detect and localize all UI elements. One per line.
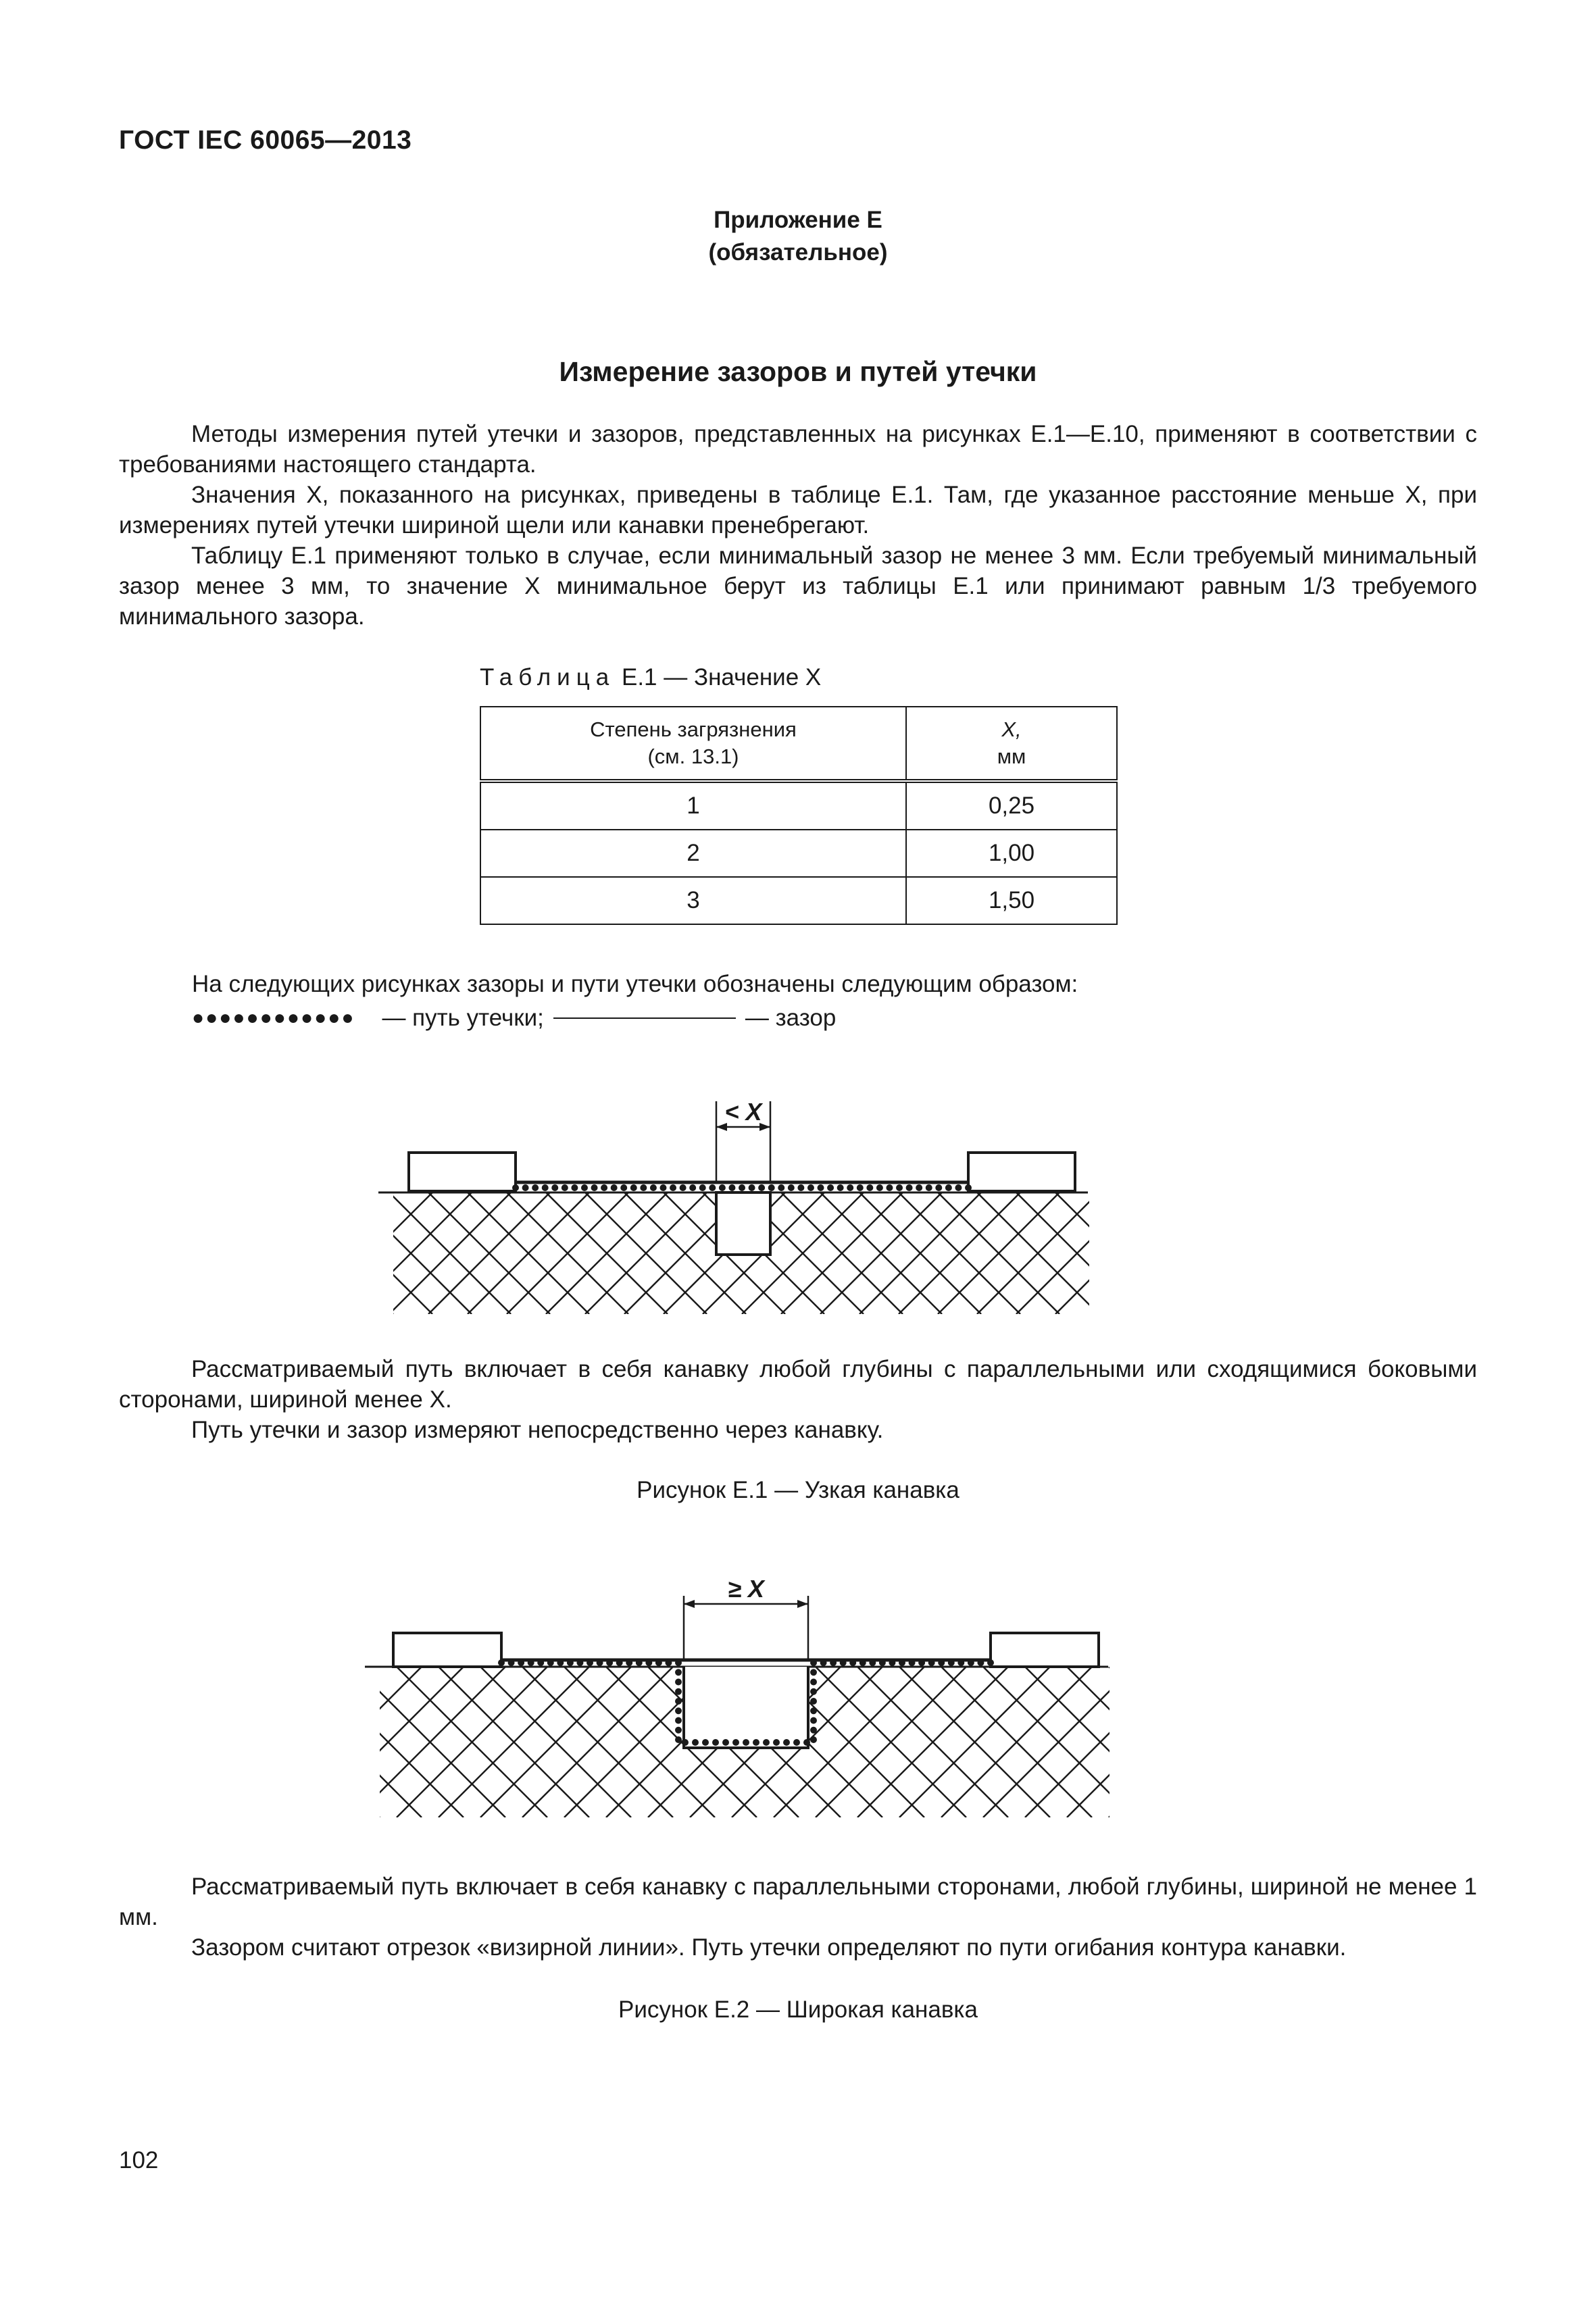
creepage-dot xyxy=(810,1669,817,1676)
creepage-dot xyxy=(859,1659,866,1666)
x-values-table xyxy=(480,706,1118,925)
cell-degree: 3 xyxy=(480,877,906,924)
annex-status: (обязательное) xyxy=(708,239,888,266)
creepage-dot xyxy=(896,1184,903,1191)
creepage-dot xyxy=(945,1184,952,1191)
creepage-dot xyxy=(606,1659,613,1666)
creepage-dot xyxy=(620,1184,627,1191)
hatch-line xyxy=(365,1667,422,1817)
creepage-dot xyxy=(699,1184,706,1191)
creepage-dot xyxy=(581,1184,588,1191)
creepage-dot xyxy=(689,1184,696,1191)
creepage-dot xyxy=(783,1739,790,1746)
right-conductor xyxy=(968,1153,1075,1191)
creepage-dot xyxy=(675,1736,682,1743)
annex-label: Приложение Е xyxy=(714,207,882,233)
creepage-dot xyxy=(810,1688,817,1695)
legend-intro: На следующих рисунках зазоры и пути утечки обозначены следующим образом: xyxy=(192,971,1078,997)
creepage-dot xyxy=(645,1659,652,1666)
creepage-dot xyxy=(820,1659,827,1666)
creepage-dot xyxy=(712,1739,719,1746)
table-caption-prefix: Таблица xyxy=(480,664,616,690)
creepage-dot xyxy=(810,1659,817,1666)
table-row xyxy=(480,781,1117,830)
creepage-dot xyxy=(906,1184,913,1191)
creepage-dot xyxy=(591,1184,598,1191)
cell-degree: 1 xyxy=(480,781,906,830)
creepage-dot xyxy=(916,1184,922,1191)
creepage-dot xyxy=(749,1184,755,1191)
creepage-dot xyxy=(768,1184,775,1191)
creepage-dot xyxy=(793,1739,800,1746)
creepage-dot xyxy=(807,1184,814,1191)
legend xyxy=(192,1003,836,1033)
table-header-row xyxy=(480,707,1117,781)
creepage-dot xyxy=(655,1659,662,1666)
hatch-line xyxy=(365,1667,505,1817)
creepage-dot xyxy=(702,1739,709,1746)
creepage-dots-symbol: ●●●●●●●●●●●● xyxy=(192,1006,355,1029)
table-row xyxy=(480,877,1117,924)
creepage-dot xyxy=(670,1184,676,1191)
creepage-dot xyxy=(926,1184,932,1191)
page-number: 102 xyxy=(119,2147,159,2173)
hatch-line xyxy=(1016,1192,1108,1314)
creepage-dot xyxy=(899,1659,905,1666)
hatch-line xyxy=(378,1192,432,1314)
intro-paragraph: Значения X, показанного на рисунках, приведены в таблице Е.1. Там, где указанное расстояние меньше X, при измерениях путей утечки шириной щели или канавки пренебрегают. xyxy=(119,482,1477,538)
creepage-dot xyxy=(557,1659,564,1666)
header-x-mm: X, мм xyxy=(906,707,1117,781)
hatch-line xyxy=(365,1667,505,1817)
creepage-dot xyxy=(758,1184,765,1191)
creepage-dot xyxy=(547,1659,554,1666)
creepage-dot xyxy=(680,1184,687,1191)
hatch-line xyxy=(365,1667,464,1817)
hatch-line xyxy=(365,1667,422,1817)
creepage-dot xyxy=(827,1184,834,1191)
creepage-dot xyxy=(886,1184,893,1191)
creepage-dot xyxy=(810,1717,817,1724)
creepage-dot xyxy=(576,1659,583,1666)
creepage-dot xyxy=(918,1659,925,1666)
cell-degree: 2 xyxy=(480,830,906,877)
figure1-notes xyxy=(119,1354,1477,1445)
clearance-line-symbol xyxy=(553,1017,736,1019)
figure-wide-groove xyxy=(365,1561,1122,1831)
groove xyxy=(716,1192,770,1255)
creepage-dot xyxy=(611,1184,618,1191)
creepage-dot xyxy=(928,1659,935,1666)
creepage-dot xyxy=(797,1184,804,1191)
hatch-line xyxy=(1025,1667,1122,1817)
creepage-dot xyxy=(675,1717,682,1724)
section-title: Измерение зазоров и путей утечки xyxy=(559,356,1037,387)
groove xyxy=(684,1667,808,1748)
creepage-dot xyxy=(728,1184,735,1191)
creepage-dot xyxy=(948,1659,955,1666)
document-header: ГОСТ IEC 60065—2013 xyxy=(119,126,412,155)
table-caption-text: Е.1 — Значение X xyxy=(621,664,822,690)
intro-paragraph: Методы измерения путей утечки и зазоров, представленных на рисунках Е.1—Е.10, применяют в соответствии с требованиями настоящего стандарта. xyxy=(119,421,1477,478)
creepage-dot xyxy=(739,1184,745,1191)
header-pollution-degree: Степень загрязнения (см. 13.1) xyxy=(480,707,906,781)
creepage-dot xyxy=(567,1659,574,1666)
hatch-line xyxy=(1025,1667,1122,1817)
creepage-dot xyxy=(665,1659,672,1666)
hatch-line xyxy=(365,1667,380,1817)
creepage-dot xyxy=(955,1184,962,1191)
creepage-dot xyxy=(810,1679,817,1686)
creepage-dot xyxy=(753,1739,759,1746)
creepage-dot xyxy=(537,1659,544,1666)
creepage-dot xyxy=(636,1659,643,1666)
creepage-dot xyxy=(847,1184,853,1191)
creepage-dot xyxy=(957,1659,964,1666)
annex-heading xyxy=(0,204,1596,269)
creepage-dot xyxy=(692,1739,699,1746)
intro-text xyxy=(119,419,1477,632)
creepage-dot xyxy=(528,1659,534,1666)
creepage-dot xyxy=(551,1184,558,1191)
creepage-dot xyxy=(810,1707,817,1714)
figure2-notes xyxy=(119,1871,1477,1963)
creepage-dot xyxy=(810,1698,817,1705)
creepage-dot xyxy=(522,1184,529,1191)
creepage-dot xyxy=(876,1184,883,1191)
creepage-dot xyxy=(512,1184,519,1191)
hatch-line xyxy=(1055,1192,1108,1314)
figure-note: Зазором считают отрезок «визирной линии». Путь утечки определяют по пути огибания контура канавки. xyxy=(191,1934,1347,1961)
arrowhead xyxy=(684,1600,695,1608)
cell-x: 1,50 xyxy=(906,877,1117,924)
creepage-dot xyxy=(675,1727,682,1734)
left-conductor xyxy=(393,1633,501,1667)
creepage-dot xyxy=(857,1184,864,1191)
hatch-line xyxy=(1095,1192,1108,1314)
creepage-dot xyxy=(498,1659,505,1666)
creepage-dot xyxy=(810,1727,817,1734)
creepage-dot xyxy=(743,1739,749,1746)
left-conductor xyxy=(409,1153,516,1191)
figure1-caption: Рисунок Е.1 — Узкая канавка xyxy=(637,1477,959,1503)
creepage-dot xyxy=(571,1184,578,1191)
hatch-line xyxy=(1067,1667,1122,1817)
hatch-line xyxy=(1109,1667,1122,1817)
creepage-dot xyxy=(866,1184,873,1191)
creepage-dot xyxy=(965,1184,972,1191)
creepage-dot xyxy=(840,1659,847,1666)
creepage-dot xyxy=(630,1184,637,1191)
creepage-dot xyxy=(938,1659,945,1666)
creepage-dot xyxy=(837,1184,844,1191)
creepage-dot xyxy=(601,1184,607,1191)
creepage-dot xyxy=(518,1659,524,1666)
creepage-dot xyxy=(889,1659,895,1666)
figure-narrow-groove xyxy=(378,1088,1108,1331)
creepage-dot xyxy=(675,1698,682,1705)
creepage-dot xyxy=(587,1659,593,1666)
creepage-dot xyxy=(987,1659,994,1666)
figure-note: Рассматриваемый путь включает в себя канавку с параллельными сторонами, любой глубины, шириной не менее 1 мм. xyxy=(119,1873,1477,1930)
creepage-dot xyxy=(709,1184,716,1191)
figure-note: Путь утечки и зазор измеряют непосредственно через канавку. xyxy=(191,1417,884,1443)
hatch-line xyxy=(365,1667,464,1817)
creepage-dot xyxy=(909,1659,916,1666)
creepage-dot xyxy=(640,1184,647,1191)
hatch-line xyxy=(378,1192,393,1314)
creepage-dot xyxy=(788,1184,795,1191)
creepage-dot xyxy=(597,1659,603,1666)
creepage-dot xyxy=(626,1659,632,1666)
creepage-dot xyxy=(935,1184,942,1191)
creepage-dot xyxy=(968,1659,974,1666)
creepage-dot xyxy=(818,1184,824,1191)
creepage-dot xyxy=(869,1659,876,1666)
creepage-dot xyxy=(810,1736,817,1743)
hatch-line xyxy=(378,1192,472,1314)
table-caption xyxy=(480,664,821,691)
table-row xyxy=(480,830,1117,877)
hatch-line xyxy=(378,1192,432,1314)
creepage-dot xyxy=(616,1659,623,1666)
dimension-label: ≥ X xyxy=(728,1575,764,1603)
hatch-line xyxy=(1016,1192,1108,1314)
creepage-dot xyxy=(659,1184,666,1191)
creepage-dot xyxy=(562,1184,568,1191)
hatch-line xyxy=(1095,1192,1108,1314)
hatch-line xyxy=(1067,1667,1122,1817)
cell-x: 0,25 xyxy=(906,781,1117,830)
creepage-dot xyxy=(719,1184,726,1191)
creepage-dot xyxy=(532,1184,539,1191)
figure-note: Рассматриваемый путь включает в себя канавку любой глубины с параллельными или сходящимися боковыми сторонами, шириной менее X. xyxy=(119,1356,1477,1413)
right-conductor xyxy=(991,1633,1099,1667)
figure2-caption: Рисунок Е.2 — Широкая канавка xyxy=(618,1996,978,2023)
creepage-dot xyxy=(675,1679,682,1686)
creepage-dot xyxy=(732,1739,739,1746)
creepage-dot xyxy=(879,1659,886,1666)
creepage-label: — путь утечки; xyxy=(382,1004,544,1031)
creepage-dot xyxy=(830,1659,837,1666)
creepage-dot xyxy=(803,1739,810,1746)
creepage-dot xyxy=(778,1184,784,1191)
creepage-dot xyxy=(849,1659,856,1666)
creepage-dot xyxy=(722,1739,729,1746)
dimension-label: < X xyxy=(724,1098,762,1126)
hatch-line xyxy=(378,1192,472,1314)
creepage-dot xyxy=(675,1688,682,1695)
creepage-dot xyxy=(763,1739,770,1746)
creepage-dot xyxy=(650,1184,657,1191)
creepage-dot xyxy=(675,1659,682,1666)
creepage-dot xyxy=(773,1739,780,1746)
cell-x: 1,00 xyxy=(906,830,1117,877)
clearance-label: — зазор xyxy=(745,1004,837,1031)
intro-paragraph: Таблицу Е.1 применяют только в случае, если минимальный зазор не менее 3 мм. Если требуемый минимальный зазор менее 3 мм, то значение X минимальное берут из таблицы Е.1 или принимают равным 1/3 требуемого минимального зазора. xyxy=(119,543,1477,630)
creepage-dot xyxy=(977,1659,984,1666)
hatch-line xyxy=(1109,1667,1122,1817)
hatch-line xyxy=(378,1192,393,1314)
creepage-dot xyxy=(675,1669,682,1676)
hatch-line xyxy=(365,1667,380,1817)
hatch-line xyxy=(1055,1192,1108,1314)
creepage-dot xyxy=(508,1659,515,1666)
creepage-dot xyxy=(542,1184,549,1191)
creepage-dot xyxy=(682,1739,689,1746)
arrowhead xyxy=(797,1600,808,1608)
creepage-dot xyxy=(675,1707,682,1714)
